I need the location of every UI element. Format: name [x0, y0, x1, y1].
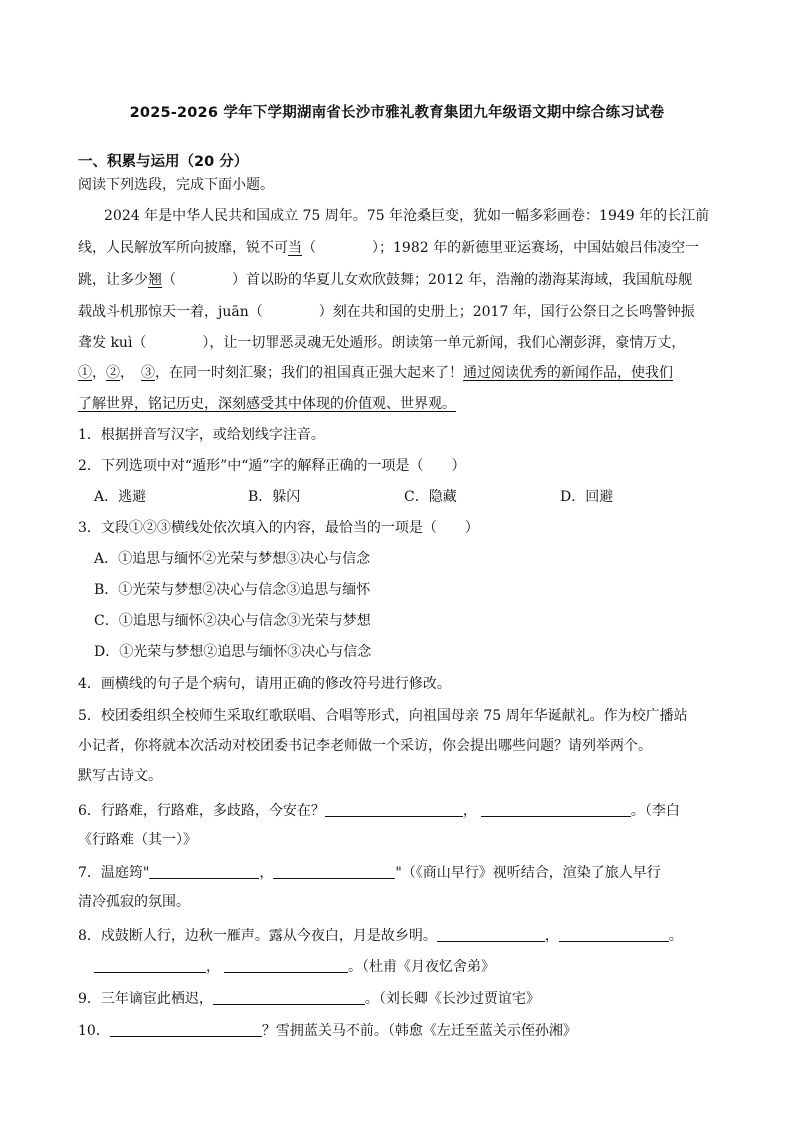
blank-3: ③ — [141, 365, 155, 381]
answer-blank[interactable] — [149, 862, 259, 879]
dictation-intro: 默写古诗文。 — [78, 768, 162, 784]
answer-blank[interactable] — [110, 1020, 262, 1037]
answer-blank[interactable] — [273, 862, 395, 879]
q3-option-a: A．①追思与缅怀②光荣与梦想③决心与信念 — [94, 551, 371, 567]
answer-blank[interactable] — [325, 800, 463, 817]
question-1: 1．根据拼音写汉字，或给划线字注音。 — [78, 427, 325, 443]
question-6-source: 《行路难（其一）》 — [78, 832, 197, 848]
question-8: 8．戍鼓断人行，边秋一雁声。露从今夜白，月是故乡明。 ， 。 — [78, 925, 683, 946]
passage-line-4: 载战斗机那惊天一着，juān（ ）刻在共和国的史册上；2017 年，国行公祭日之长鸣警钟振 — [78, 304, 695, 320]
blank-1: ① — [78, 365, 92, 381]
q3-option-c: C．①追思与缅怀②决心与信念③光荣与梦想 — [94, 613, 371, 629]
passage-line-7 — [78, 394, 456, 414]
passage-line-5: 聋发 kuì（ ），让一切罪恶灵魂无处遁形。朗读第一单元新闻，我们心潮彭湃，豪情万丈， — [78, 335, 686, 351]
sick-sentence-part2: 了解世界，铭记历史，深刻感受其中体现的价值观、世界观。 — [78, 396, 456, 412]
underlined-char-dang: 当 — [288, 240, 302, 256]
underlined-char-qiao: 翘 — [148, 272, 162, 288]
question-5-line-1: 5．校团委组织全校师生采取红歌联唱、合唱等形式，向祖国母亲 75 周年华诞献礼。作为校广播站 — [78, 708, 688, 724]
question-7: 7．温庭筠" ， "（《商山早行》视听结合，渲染了旅人早行 — [78, 862, 661, 883]
question-6: 6．行路难，行路难，多歧路，今安在？ ， 。（李白 — [78, 800, 680, 821]
sick-sentence-part1: 通过阅读优秀的新闻作品，使我们 — [463, 365, 673, 381]
q2-option-d: D．回避 — [560, 489, 614, 505]
question-8-line-2: ， 。（杜甫《月夜忆舍弟》 — [94, 956, 495, 977]
passage-line-6: ①，②， ③，在同一时刻汇聚；我们的祖国真正强大起来了！通过阅读优秀的新闻作品，使我们 — [78, 365, 673, 381]
question-7-line-2: 清冷孤寂的氛围。 — [78, 894, 190, 910]
answer-blank[interactable] — [94, 956, 206, 973]
question-3: 3．文段①②③横线处依次填入的内容，最恰当的一项是（ ） — [78, 520, 479, 536]
section-instruction: 阅读下列选段，完成下面小题。 — [78, 177, 274, 193]
answer-blank[interactable] — [437, 925, 545, 942]
q3-option-b: B．①光荣与梦想②决心与信念③追思与缅怀 — [94, 582, 371, 598]
passage-line-1: 2024 年是中华人民共和国成立 75 周年。75 年沧桑巨变，犹如一幅多彩画卷：1949 年的长江前 — [104, 208, 710, 224]
question-2: 2．下列选项中对“遁形”中“遁”字的解释正确的一项是（ ） — [78, 458, 466, 474]
blank-2: ② — [106, 365, 120, 381]
answer-blank[interactable] — [559, 925, 669, 942]
answer-blank[interactable] — [481, 800, 631, 817]
question-9: 9．三年谪宦此栖迟， 。（刘长卿《长沙过贾谊宅》 — [78, 988, 540, 1009]
question-10: 10． ？雪拥蓝关马不前。（韩愈《左迁至蓝关示侄孙湘》 — [78, 1020, 577, 1041]
passage-line-2: 线，人民解放军所向披靡，锐不可当（ ）；1982 年的新德里亚运赛场，中国姑娘吕伟凌空一 — [78, 240, 700, 256]
q2-option-b: B．躲闪 — [248, 489, 301, 505]
page-title: 2025-2026 学年下学期湖南省长沙市雅礼教育集团九年级语文期中综合练习试卷 — [129, 105, 665, 121]
question-5-line-2: 小记者，你将就本次活动对校团委书记李老师做一个采访，你会提出哪些问题？请列举两个。 — [78, 738, 652, 754]
answer-blank[interactable] — [224, 956, 348, 973]
answer-blank[interactable] — [213, 988, 365, 1005]
question-4: 4．画横线的句子是个病句，请用正确的修改符号进行修改。 — [78, 676, 451, 692]
section-heading: 一、积累与运用（20 分） — [78, 154, 249, 170]
passage-line-3: 跳，让多少翘（ ）首以盼的华夏儿女欢欣鼓舞；2012 年，浩瀚的渤海某海域，我国航母舰 — [78, 272, 693, 288]
q2-option-c: C．隐藏 — [404, 489, 457, 505]
q2-option-a: A．逃避 — [94, 489, 147, 505]
q3-option-d: D．①光荣与梦想②追思与缅怀③决心与信念 — [94, 644, 372, 660]
